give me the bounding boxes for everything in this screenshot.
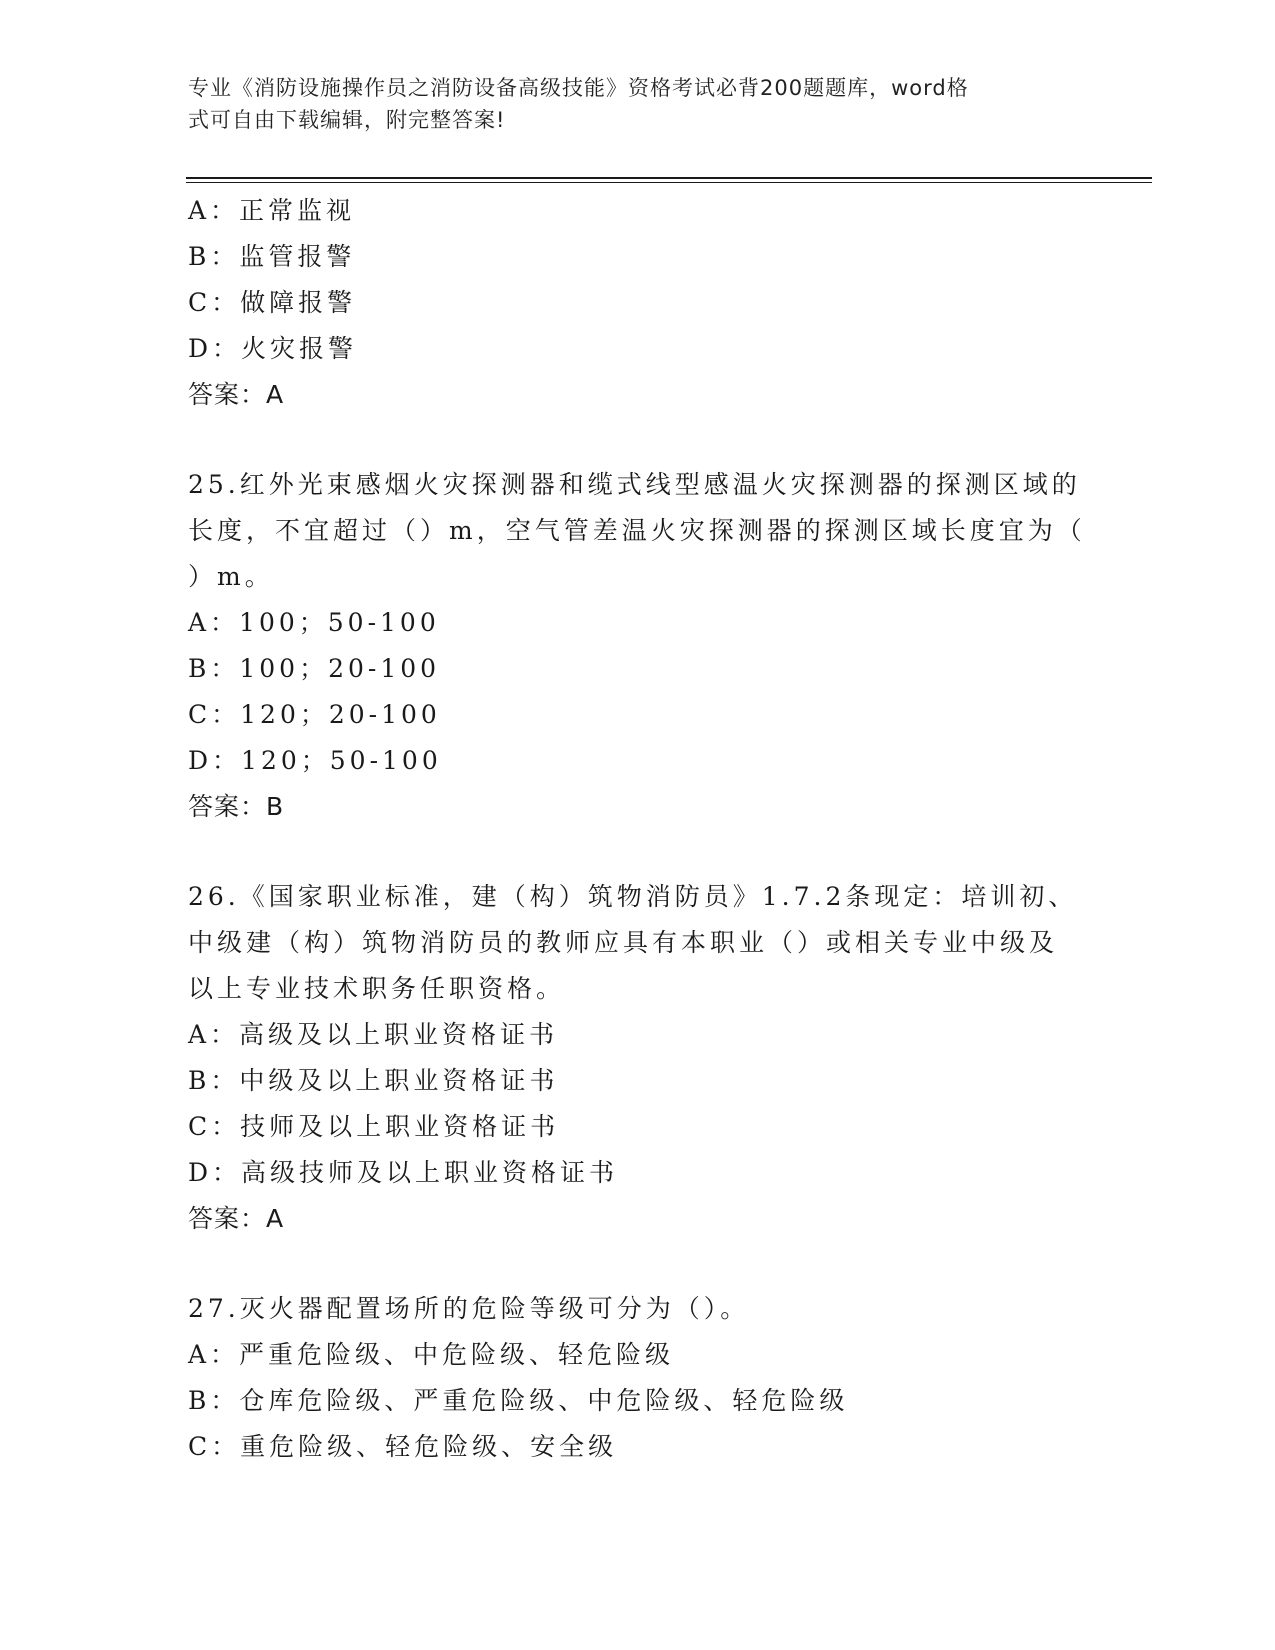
option-b: B：100；20-100 bbox=[188, 654, 441, 683]
option-a: A：100；50-100 bbox=[188, 608, 440, 637]
question-text-line: 25.红外光束感烟火灾探测器和缆式线型感温火灾探测器的探测区域的 bbox=[188, 470, 1081, 499]
question-text-line: 中级建（构）筑物消防员的教师应具有本职业（）或相关专业中级及 bbox=[188, 928, 1059, 957]
spacer bbox=[188, 1242, 1088, 1286]
question-text-line: 26.《国家职业标准，建（构）筑物消防员》1.7.2条现定：培训初、 bbox=[188, 882, 1078, 911]
answer-line: 答案：A bbox=[188, 380, 285, 409]
option-b: B：中级及以上职业资格证书 bbox=[188, 1066, 559, 1095]
question-list bbox=[188, 188, 1088, 1470]
option-d: D：高级技师及以上职业资格证书 bbox=[188, 1158, 619, 1187]
question-block-25 bbox=[188, 462, 1088, 830]
answer-line: 答案：B bbox=[188, 792, 285, 821]
question-block-27 bbox=[188, 1286, 1088, 1470]
option-b: B：仓库危险级、严重危险级、中危险级、轻危险级 bbox=[188, 1386, 849, 1415]
question-block-24 bbox=[188, 188, 1088, 418]
option-b: B：监管报警 bbox=[188, 242, 356, 271]
option-c: C：技师及以上职业资格证书 bbox=[188, 1112, 560, 1141]
header-title-line-2: 式可自由下载编辑，附完整答案! bbox=[188, 108, 506, 132]
header-rule-thin bbox=[186, 182, 1152, 183]
option-d: D：120；50-100 bbox=[188, 746, 442, 775]
question-text-line: ）m。 bbox=[188, 562, 274, 591]
option-a: A：正常监视 bbox=[188, 196, 356, 225]
option-c: C：重危险级、轻危险级、安全级 bbox=[188, 1432, 618, 1461]
question-text-line: 长度，不宜超过（）m，空气管差温火灾探测器的探测区域长度宜为（ bbox=[188, 516, 1086, 545]
answer-line: 答案：A bbox=[188, 1204, 285, 1233]
option-a: A：高级及以上职业资格证书 bbox=[188, 1020, 559, 1049]
spacer bbox=[188, 830, 1088, 874]
question-text-line: 以上专业技术职务任职资格。 bbox=[188, 974, 566, 1003]
spacer bbox=[188, 418, 1088, 462]
header-title-line-1: 专业《消防设施操作员之消防设备高级技能》资格考试必背200题题库，word格 bbox=[188, 76, 969, 100]
option-d: D：火灾报警 bbox=[188, 334, 358, 363]
question-block-26 bbox=[188, 874, 1088, 1242]
option-c: C：120；20-100 bbox=[188, 700, 441, 729]
question-text-line: 27.灭火器配置场所的危险等级可分为（）。 bbox=[188, 1294, 750, 1323]
option-a: A：严重危险级、中危险级、轻危险级 bbox=[188, 1340, 675, 1369]
option-c: C：做障报警 bbox=[188, 288, 357, 317]
header-rule-thick bbox=[186, 177, 1152, 179]
document-header bbox=[188, 72, 1068, 136]
